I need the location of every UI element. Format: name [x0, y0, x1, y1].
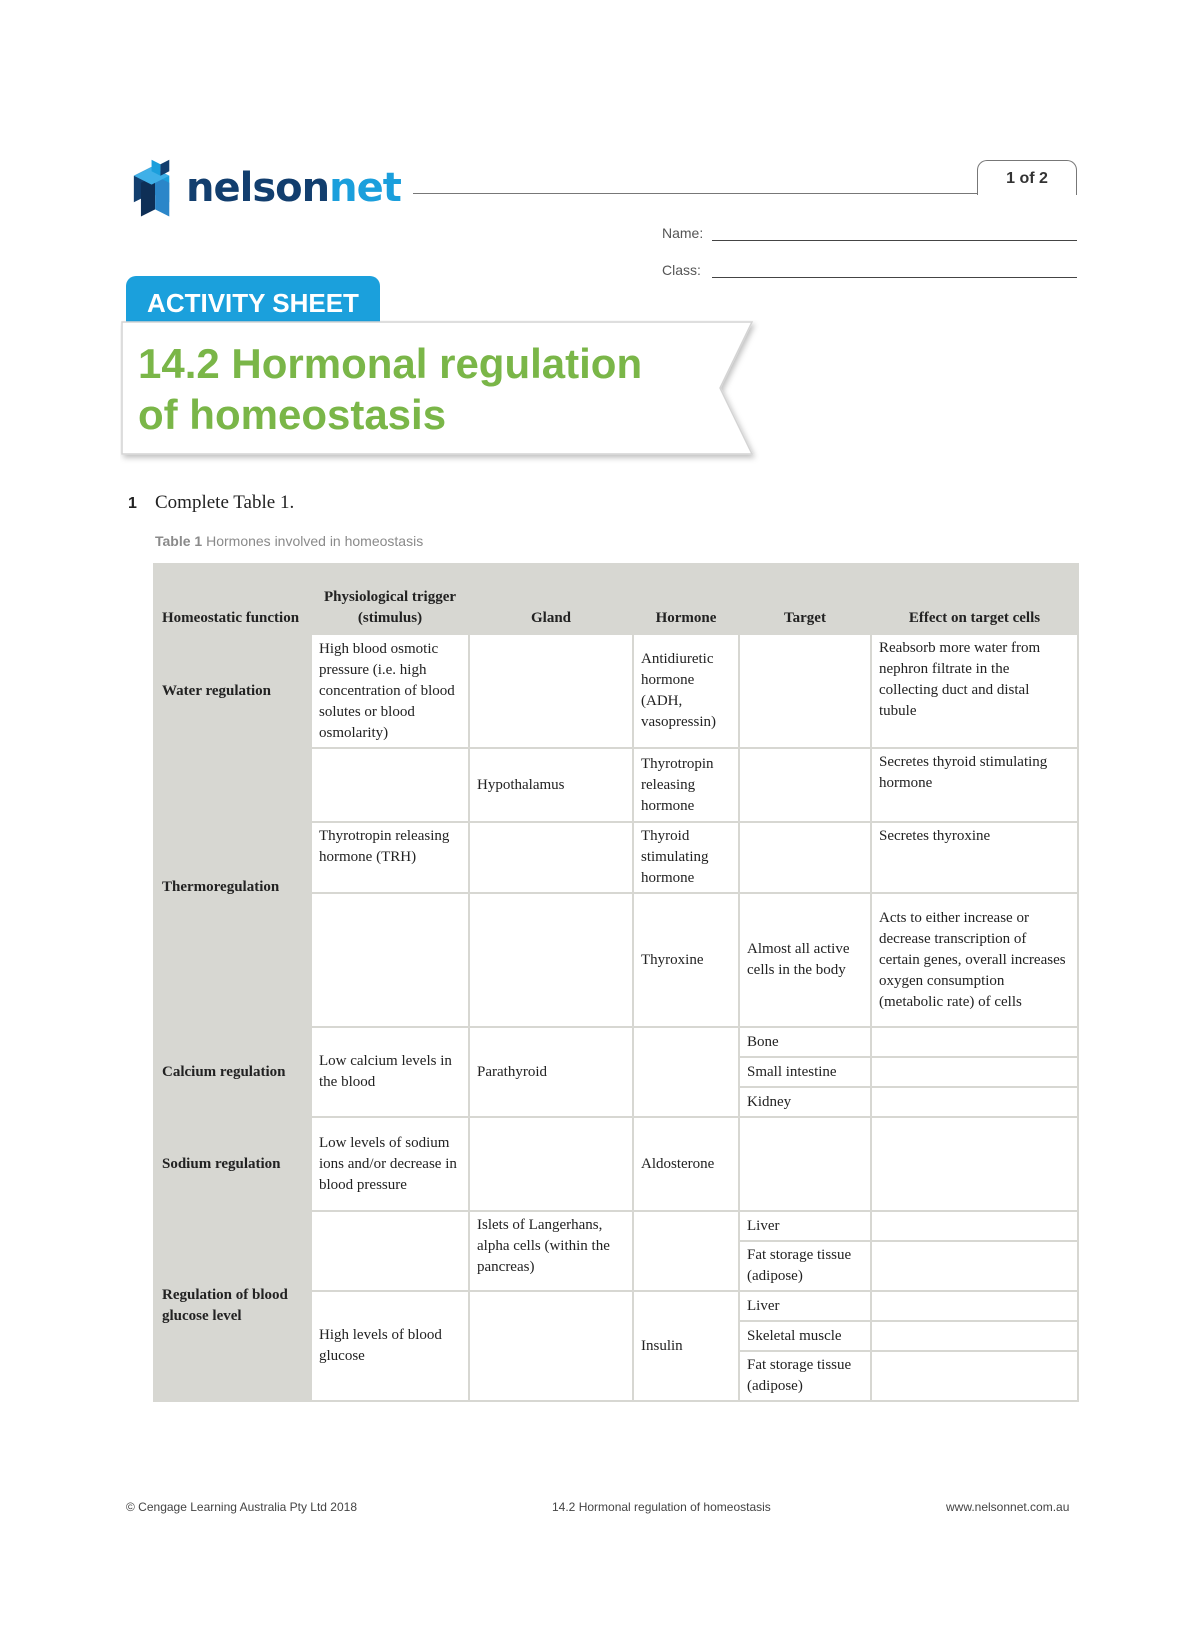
page-title-line-1: 14.2 Hormonal regulation: [138, 340, 643, 387]
page-indicator-tab: [977, 160, 1077, 195]
effect-cell[interactable]: [871, 1087, 1078, 1117]
header-target: Target: [739, 564, 871, 634]
table-row: [154, 1117, 1078, 1211]
hormone-cell: Aldosterone: [633, 1117, 739, 1211]
page-indicator: 1 of 2: [1006, 170, 1048, 187]
page-title-line-2: of homeostasis: [138, 391, 447, 438]
effect-cell: Secretes thyroid stimulating hormone: [871, 748, 1078, 822]
function-cell: Sodium regulation: [154, 1117, 311, 1211]
function-cell: Thermoregulation: [154, 748, 311, 1027]
table-caption-label: Table 1: [155, 533, 203, 549]
target-cell[interactable]: [739, 1117, 871, 1211]
footer-title: 14.2 Hormonal regulation of homeostasis: [552, 1500, 771, 1514]
gland-cell: Parathyroid: [469, 1027, 633, 1117]
target-cell: Almost all active cells in the body: [739, 893, 871, 1027]
header-trigger: Physiological trigger (stimulus): [311, 564, 469, 634]
gland-cell[interactable]: [469, 893, 633, 1027]
gland-cell[interactable]: [469, 1291, 633, 1401]
function-cell: Regulation of blood glucose level: [154, 1211, 311, 1401]
gland-cell: Islets of Langerhans, alpha cells (within the pancreas): [469, 1211, 633, 1291]
logo-wordmark: [186, 165, 401, 211]
target-cell: Fat storage tissue (adipose): [739, 1241, 871, 1291]
effect-cell[interactable]: [871, 1241, 1078, 1291]
target-cell[interactable]: [739, 748, 871, 822]
name-label: Name:: [662, 225, 704, 241]
target-cell: Liver: [739, 1211, 871, 1241]
header-gland: Gland: [469, 564, 633, 634]
target-cell: Bone: [739, 1027, 871, 1057]
hormone-cell[interactable]: [633, 1027, 739, 1117]
hormone-cell: Thyrotropin releasing hormone: [633, 748, 739, 822]
target-cell: Skeletal muscle: [739, 1321, 871, 1351]
question-text: Complete Table 1.: [155, 492, 295, 513]
nelsonnet-logo: [125, 157, 187, 221]
target-cell: Small intestine: [739, 1057, 871, 1087]
trigger-cell: Low levels of sodium ions and/or decrease in blood pressure: [311, 1117, 469, 1211]
hormone-cell: Thyroid stimulating hormone: [633, 822, 739, 893]
table-row: [154, 634, 1078, 748]
table-row: [154, 748, 1078, 822]
trigger-cell: High levels of blood glucose: [311, 1291, 469, 1401]
effect-cell[interactable]: [871, 1291, 1078, 1321]
table-row: [154, 1211, 1078, 1241]
effect-cell: Secretes thyroxine: [871, 822, 1078, 893]
hormones-table: [153, 563, 1079, 1402]
target-cell: Liver: [739, 1291, 871, 1321]
target-cell[interactable]: [739, 822, 871, 893]
gland-cell[interactable]: [469, 822, 633, 893]
header-rule: [413, 193, 978, 194]
effect-cell[interactable]: [871, 1117, 1078, 1211]
hormone-cell: Thyroxine: [633, 893, 739, 1027]
class-field[interactable]: [712, 277, 1077, 278]
function-cell: Calcium regulation: [154, 1027, 311, 1117]
footer-url[interactable]: www.nelsonnet.com.au: [946, 1500, 1070, 1514]
question-number: 1: [128, 495, 137, 512]
table-header-row: [154, 564, 1078, 634]
effect-cell[interactable]: [871, 1351, 1078, 1401]
effect-cell[interactable]: [871, 1321, 1078, 1351]
target-cell: Kidney: [739, 1087, 871, 1117]
logo-text-net: net: [329, 165, 401, 211]
effect-cell[interactable]: [871, 1211, 1078, 1241]
trigger-cell[interactable]: [311, 748, 469, 822]
trigger-cell: Thyrotropin releasing hormone (TRH): [311, 822, 469, 893]
activity-sheet-badge: ACTIVITY SHEET: [126, 276, 380, 329]
header-effect: Effect on target cells: [871, 564, 1078, 634]
trigger-cell[interactable]: [311, 893, 469, 1027]
logo-text-nelson: nelson: [186, 165, 330, 211]
effect-cell[interactable]: [871, 1027, 1078, 1057]
hormone-cell: Insulin: [633, 1291, 739, 1401]
trigger-cell[interactable]: [311, 1211, 469, 1291]
table-caption: [155, 533, 423, 549]
hormone-cell: Antidiuretic hormone (ADH, vasopressin): [633, 634, 739, 748]
footer-copyright: © Cengage Learning Australia Pty Ltd 2018: [126, 1500, 357, 1514]
effect-cell: Reabsorb more water from nephron filtrate in the collecting duct and distal tubule: [871, 634, 1078, 748]
target-cell: Fat storage tissue (adipose): [739, 1351, 871, 1401]
table-caption-text: Hormones involved in homeostasis: [206, 533, 424, 549]
header-function: Homeostatic function: [154, 564, 311, 634]
gland-cell[interactable]: [469, 634, 633, 748]
trigger-cell: High blood osmotic pressure (i.e. high concentration of blood solutes or blood osmolarity): [311, 634, 469, 748]
table-row: [154, 1027, 1078, 1057]
gland-cell[interactable]: [469, 1117, 633, 1211]
function-cell: Water regulation: [154, 634, 311, 748]
effect-cell[interactable]: [871, 1057, 1078, 1087]
hormone-cell[interactable]: [633, 1211, 739, 1291]
page-title: [138, 338, 698, 440]
class-label: Class:: [662, 262, 701, 278]
gland-cell: Hypothalamus: [469, 748, 633, 822]
target-cell[interactable]: [739, 634, 871, 748]
header-hormone: Hormone: [633, 564, 739, 634]
effect-cell: Acts to either increase or decrease transcription of certain genes, overall increases oxygen consumption (metabolic rate) of cells: [871, 893, 1078, 1027]
trigger-cell: Low calcium levels in the blood: [311, 1027, 469, 1117]
name-field[interactable]: [712, 240, 1077, 241]
